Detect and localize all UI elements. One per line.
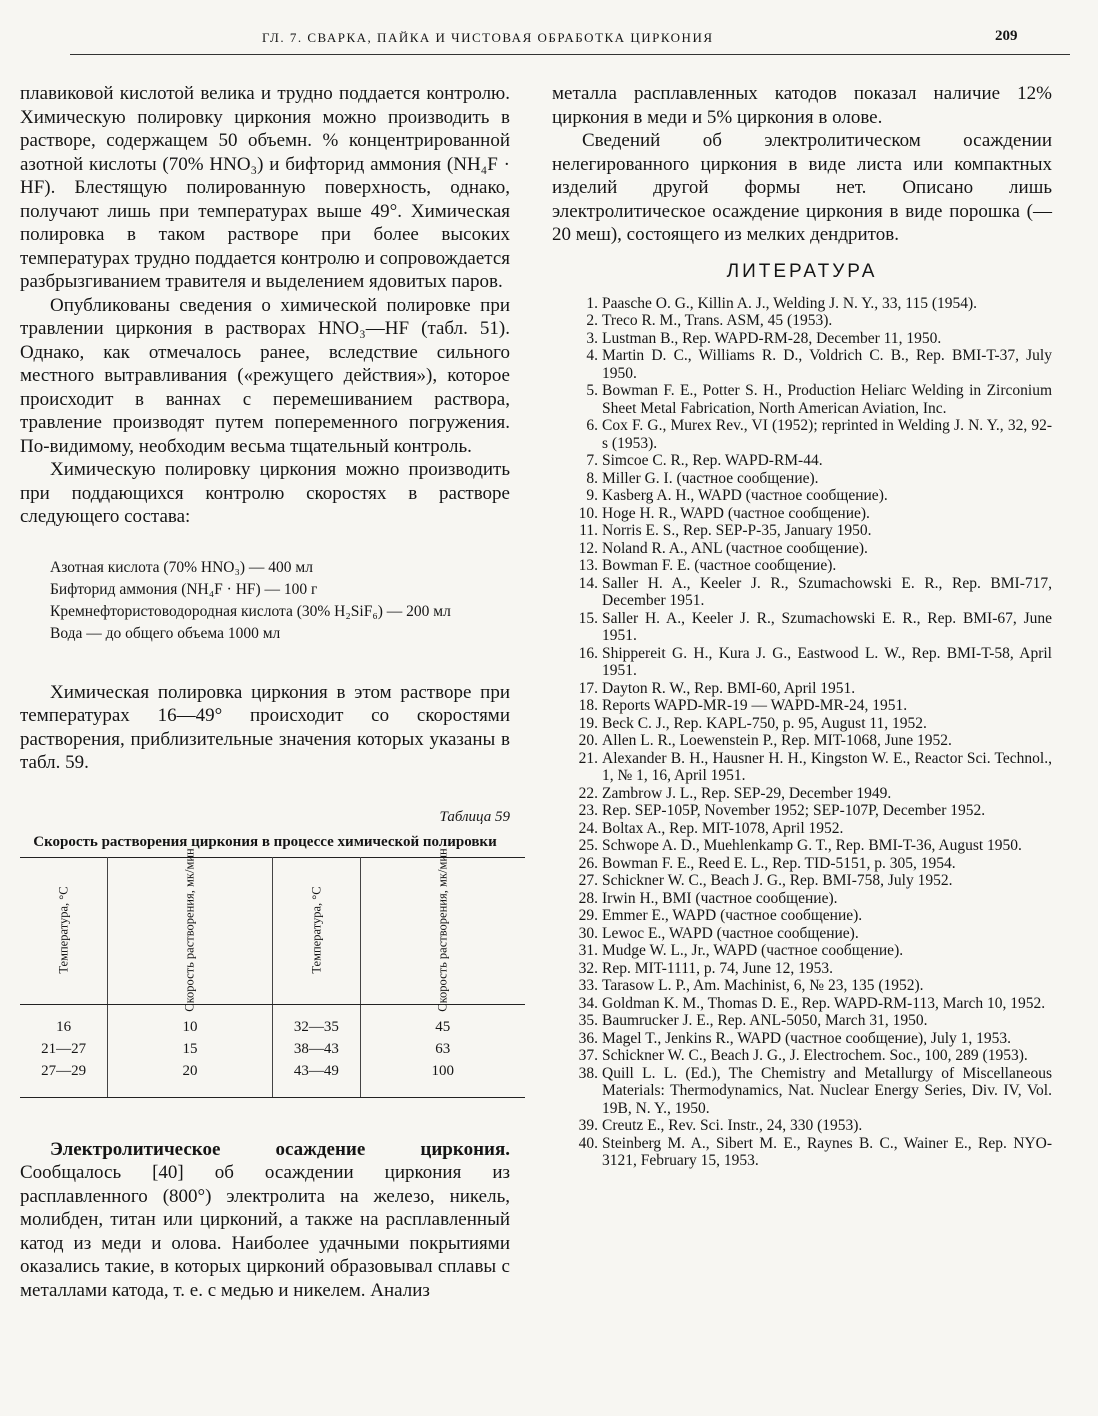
reference-number: 1. [586,294,598,312]
reference-text: Lustman B., Rep. WAPD-RM-28, December 11, 1950. [602,329,942,347]
reference-text: Beck C. J., Rep. KAPL-750, p. 95, August 11, 1952. [602,714,927,732]
reference-item [552,330,1052,348]
reference-text: Schwope A. D., Muehlenkamp G. T., Rep. BMI-T-36, August 1950. [602,837,1022,854]
reference-text: Shippereit G. H., Kura J. G., Eastwood L. W., Rep. BMI-T-58, April 1951. [602,644,1052,679]
reference-number: 21. [578,749,598,767]
reference-text: Steinberg M. A., Sibert M. E., Raynes B. C., Wainer E., Rep. NYO-3121, February 15, 1953. [602,1134,1052,1169]
paragraph-electrolytic [20,1138,510,1303]
table-row [20,1061,525,1098]
reference-text: Quill L. L. (Ed.), The Chemistry and Metallurgy of Miscellaneous Materials: Thermodynamics, Nat. Nuclear Energy Series, Div. IV, Vol. 19B, N. Y., 1950. [602,1064,1052,1117]
column-header: Температура, °С [56,886,71,974]
reference-text: Boltax A., Rep. MIT-1078, April 1952. [602,819,844,837]
reference-number: 2. [586,312,598,329]
reference-number: 3. [586,329,598,347]
table-cell: 15 [108,1039,272,1061]
reference-item [552,960,1052,978]
reference-item [552,557,1052,575]
dissolution-rate-table [20,848,525,1098]
reference-number: 40. [578,1134,598,1152]
paragraph-no-data: Сведений об электролитическом осаждении нелегированного циркония в виде листа или компактных изделий другой формы нет. Описано лишь электролитическое осаждение циркония в виде порошка (—20 меш), состоящего из мелких дендритов. [552,130,1052,245]
reference-number: 27. [578,872,598,889]
reference-number: 14. [578,574,598,592]
reference-text: Noland R. A., ANL (частное сообщение). [602,539,868,557]
reference-item [552,452,1052,470]
reference-text: Dayton R. W., Rep. BMI-60, April 1951. [602,679,856,697]
reference-item [552,522,1052,540]
table-cell: 20 [108,1061,272,1098]
reference-text: Saller H. A., Keeler J. R., Szumachowski E. R., Rep. BMI-67, June 1951. [602,609,1052,644]
reference-text: Saller H. A., Keeler J. R., Szumachowski E. R., Rep. BMI-717, December 1951. [602,574,1052,609]
reference-list [552,295,1052,1170]
recipe-line: Бифторид аммония (NH₄F · HF) — 100 г [50,580,318,598]
table-cell: 38—43 [272,1039,360,1061]
reference-number: 22. [578,784,598,802]
reference-number: 33. [578,977,598,994]
reference-item [552,925,1052,943]
reference-item [552,347,1052,382]
reference-number: 31. [578,942,598,959]
reference-number: 29. [578,907,598,924]
reference-text: Emmer E., WAPD (частное сообщение). [602,907,863,924]
reference-text: Bowman F. E. (частное сообщение). [602,557,837,574]
reference-text: Paasche O. G., Killin A. J., Welding J. N. Y., 33, 115 (1954). [602,294,978,312]
reference-text: Mudge W. L., Jr., WAPD (частное сообщение). [602,942,904,959]
recipe-line: Кремнефтористоводородная кислота (30% H₂SiF₆) — 200 мл [50,602,451,620]
reference-item [552,855,1052,873]
running-title: ГЛ. 7. СВАРКА, ПАЙКА И ЧИСТОВАЯ ОБРАБОТКА ЦИРКОНИЯ [262,30,714,45]
reference-number: 30. [578,924,598,942]
reference-number: 16. [578,644,598,662]
reference-number: 23. [578,802,598,819]
reference-item [552,732,1052,750]
section-heading: Электролитическое осаждение циркония. [50,1138,510,1160]
reference-item [552,802,1052,820]
header-rule [70,54,1070,55]
reference-item [552,697,1052,715]
reference-item [552,487,1052,505]
reference-number: 37. [578,1047,598,1064]
reference-item [552,312,1052,330]
table-cell: 63 [361,1039,525,1061]
reference-item [552,890,1052,908]
solution-recipe [50,557,510,645]
reference-item [552,680,1052,698]
reference-item [552,295,1052,313]
reference-item [552,715,1052,733]
paragraph-hno3-hf: Опубликованы сведения о химической полировке при травлении циркония в растворах HNO₃—HF (табл. 51). Однако, как отмечалось ранее, вследствие сильного местного вытравливания («режущего действия»), которое происходит в ваннах с перемешиванием раствора, травление производят путем попеременного погружения. По-видимому, необходим весьма тщательный контроль. [20,294,510,457]
reference-text: Schickner W. C., Beach J. G., Rep. BMI-758, July 1952. [602,872,953,889]
reference-number: 26. [578,854,598,872]
reference-item [552,470,1052,488]
reference-item [552,872,1052,890]
reference-item [552,977,1052,995]
reference-number: 17. [578,679,598,697]
reference-item [552,837,1052,855]
reference-number: 9. [586,487,598,504]
reference-number: 4. [586,347,598,364]
table-title: Скорость растворения циркония в процессе химической полировки [33,833,497,850]
reference-text: Simcoe C. R., Rep. WAPD-RM-44. [602,452,823,469]
reference-number: 19. [578,714,598,732]
reference-text: Cox F. G., Murex Rev., VI (1952); reprinted in Welding J. N. Y., 32, 92-s (1953). [602,417,1052,452]
reference-number: 7. [586,452,598,469]
reference-text: Rep. MIT-1111, p. 74, June 12, 1953. [602,959,834,977]
paragraph-rates: Химическая полировка циркония в этом растворе при температурах 16—49° происходит со скоростями растворения, приблизительные значения которых указаны в табл. 59. [20,681,510,773]
reference-item [552,1012,1052,1030]
reference-text: Reports WAPD-MR-19 — WAPD-MR-24, 1951. [602,697,908,714]
reference-number: 15. [578,609,598,627]
reference-text: Treco R. M., Trans. ASM, 45 (1953). [602,312,833,329]
reference-number: 28. [578,889,598,907]
reference-item [552,995,1052,1013]
reference-text: Lewoc E., WAPD (частное сообщение). [602,924,859,942]
reference-number: 8. [586,469,598,487]
reference-item [552,382,1052,417]
reference-text: Allen L. R., Loewenstein P., Rep. MIT-1068, June 1952. [602,732,952,749]
reference-item [552,942,1052,960]
reference-item [552,645,1052,680]
paragraph-analysis-cont: металла расплавленных катодов показал наличие 12% циркония в меди и 5% циркония в олове. [552,83,1052,128]
left-column [20,82,510,1302]
table-caption: Таблица 59 [439,808,510,825]
paragraph-electrolytic-text: Сообщалось [40] об осаждении циркония из расплавленного (800°) электролита на железо, никель, молибден, титан или цирконий, а также на расплавленный катод из меди и олова. Наиболее удачными покрытиями оказались такие, в которых цирконий образовывал сплавы с металлами катода, т. е. с медью и никелем. Анализ [20,1162,510,1301]
reference-item [552,750,1052,785]
reference-text: Miller G. I. (частное сообщение). [602,469,819,487]
right-column [552,82,1052,1170]
reference-text: Goldman K. M., Thomas D. E., Rep. WAPD-RM-113, March 10, 1952. [602,994,1046,1012]
reference-item [552,785,1052,803]
table-cell: 32—35 [272,1004,360,1039]
reference-text: Zambrow J. L., Rep. SEP-29, December 1949. [602,784,892,802]
table-cell: 100 [361,1061,525,1098]
reference-number: 20. [578,732,598,749]
reference-text: Alexander B. H., Hausner H. H., Kingston W. E., Reactor Sci. Technol., 1, № 1, 16, April 1951. [602,749,1052,784]
reference-text: Bowman F. E., Potter S. H., Production Heliarc Welding in Zirconium Sheet Metal Fabrication, North American Aviation, Inc. [602,382,1052,417]
reference-item [552,820,1052,838]
reference-number: 11. [579,522,598,539]
reference-text: Rep. SEP-105P, November 1952; SEP-107P, December 1952. [602,802,986,819]
literature-heading: ЛИТЕРАТУРА [726,260,878,282]
reference-item [552,1030,1052,1048]
page-header [0,18,1098,58]
reference-text: Magel T., Jenkins R., WAPD (частное сообщение), July 1, 1953. [602,1029,1012,1047]
reference-text: Kasberg A. H., WAPD (частное сообщение). [602,487,888,504]
reference-number: 25. [578,837,598,854]
table-cell: 45 [361,1004,525,1039]
reference-number: 10. [578,504,598,522]
reference-item [552,1065,1052,1118]
reference-text: Hoge H. R., WAPD (частное сообщение). [602,504,870,522]
reference-text: Creutz E., Rev. Sci. Instr., 24, 330 (1953). [602,1117,863,1134]
recipe-line: Вода — до общего объема 1000 мл [50,624,281,642]
reference-text: Bowman F. E., Reed E. L., Rep. TID-5151, p. 305, 1954. [602,854,956,872]
recipe-line: Азотная кислота (70% HNO₃) — 400 мл [50,558,313,576]
page-number: 209 [995,28,1018,44]
reference-number: 36. [578,1029,598,1047]
reference-item [552,575,1052,610]
reference-item [552,505,1052,523]
reference-item [552,1135,1052,1170]
paragraph-solution-intro: Химическую полировку циркония можно производить при поддающихся контролю скоростях в растворе следующего состава: [20,459,510,527]
reference-text: Norris E. S., Rep. SEP-P-35, January 1950. [602,522,872,539]
table-cell: 16 [20,1004,108,1039]
reference-item [552,610,1052,645]
reference-item [552,1047,1052,1065]
reference-text: Irwin H., BMI (частное сообщение). [602,889,838,907]
reference-number: 32. [578,959,598,977]
column-header: Скорость растворения, мк/мин [183,848,198,1012]
reference-number: 34. [578,994,598,1012]
reference-number: 24. [578,819,598,837]
reference-number: 5. [586,382,598,399]
reference-item [552,907,1052,925]
reference-number: 6. [586,417,598,434]
reference-number: 12. [578,539,598,557]
table-cell: 21—27 [20,1039,108,1061]
reference-item [552,1117,1052,1135]
reference-number: 38. [578,1064,598,1082]
reference-number: 18. [578,697,598,714]
paragraph-polishing-intro: плавиковой кислотой велика и трудно поддается контролю. Химическую полировку циркония можно производить в растворе, содержащем 50 объемн. % концентрированной азотной кислоты (70% HNO₃) и бифторид аммония (NH₄F · HF). Блестящую полированную поверхность, однако, получают лишь при температурах выше 49°. Химическая полировка в таком растворе при более высоких температурах трудно поддается контролю и сопровождается разбрызгиванием травителя и выделением ядовитых паров. [20,83,510,292]
reference-number: 39. [578,1117,598,1134]
reference-item [552,417,1052,452]
column-header: Скорость растворения, мк/мин [435,848,450,1012]
table-cell: 43—49 [272,1061,360,1098]
column-header: Температура, °С [309,886,324,974]
table-cell: 27—29 [20,1061,108,1098]
reference-text: Baumrucker J. E., Rep. ANL-5050, March 31, 1950. [602,1012,928,1029]
reference-text: Schickner W. C., Beach J. G., J. Electrochem. Soc., 100, 289 (1953). [602,1047,1028,1064]
table-header-row [20,857,525,1004]
reference-item [552,540,1052,558]
table-cell: 10 [108,1004,272,1039]
table-row [20,1039,525,1061]
reference-number: 13. [578,557,598,574]
reference-text: Tarasow L. P., Am. Machinist, 6, № 23, 135 (1952). [602,977,924,994]
reference-text: Martin D. C., Williams R. D., Voldrich C. B., Rep. BMI-T-37, July 1950. [602,347,1052,382]
reference-number: 35. [578,1012,598,1029]
